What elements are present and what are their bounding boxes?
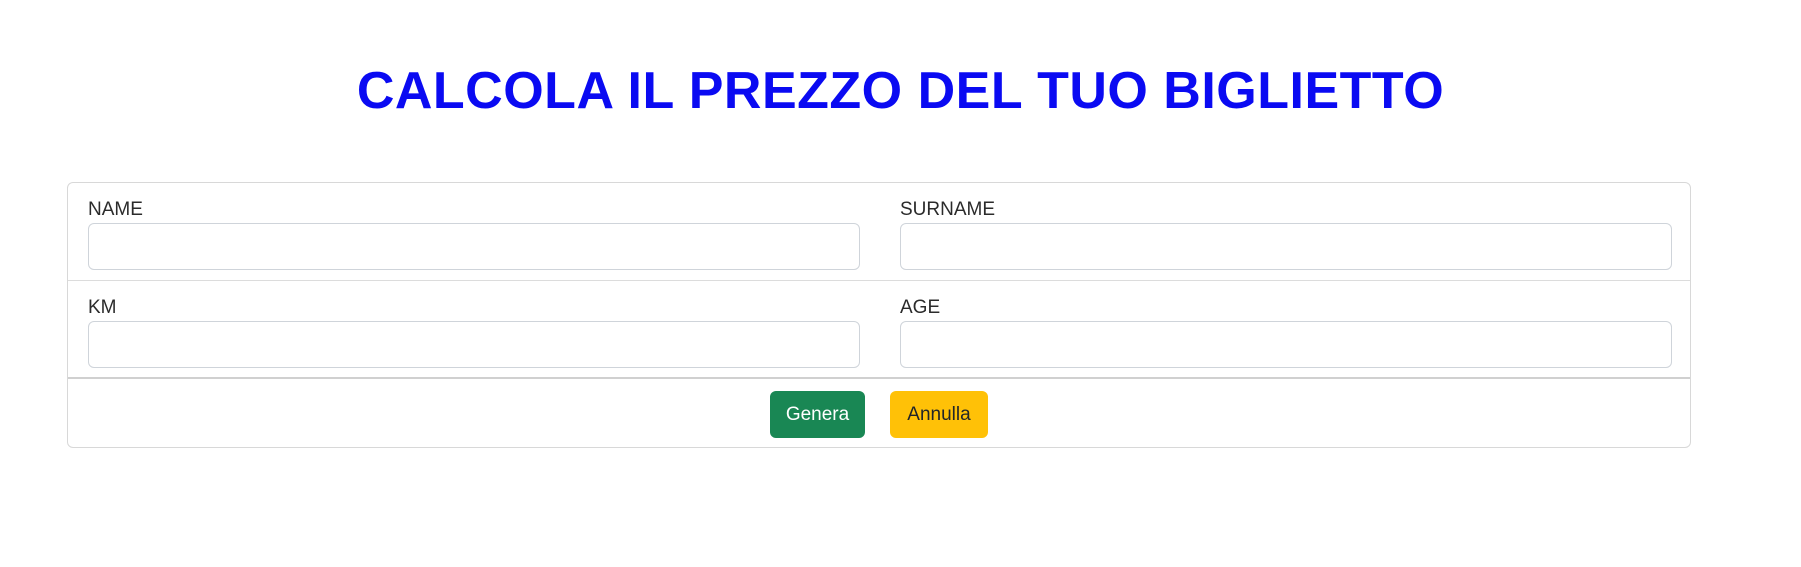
- age-label: AGE: [900, 297, 941, 318]
- surname-field-group: [900, 183, 1672, 281]
- form-actions: [68, 381, 1690, 447]
- page-title: CALCOLA IL PREZZO DEL TUO BIGLIETTO: [356, 62, 1445, 120]
- surname-label: SURNAME: [900, 199, 996, 220]
- form-row-trip: [68, 281, 1690, 379]
- age-field-group: [900, 281, 1672, 379]
- km-input[interactable]: [88, 321, 860, 368]
- form-row-personal: [68, 183, 1690, 281]
- km-field-group: [88, 281, 860, 379]
- km-label: KM: [88, 297, 117, 318]
- age-input[interactable]: [900, 321, 1672, 368]
- name-label: NAME: [88, 199, 143, 220]
- ticket-form: [67, 182, 1691, 448]
- surname-input[interactable]: [900, 223, 1672, 270]
- generate-button[interactable]: Genera: [770, 391, 865, 438]
- name-field-group: [88, 183, 860, 281]
- cancel-button[interactable]: Annulla: [890, 391, 988, 438]
- name-input[interactable]: [88, 223, 860, 270]
